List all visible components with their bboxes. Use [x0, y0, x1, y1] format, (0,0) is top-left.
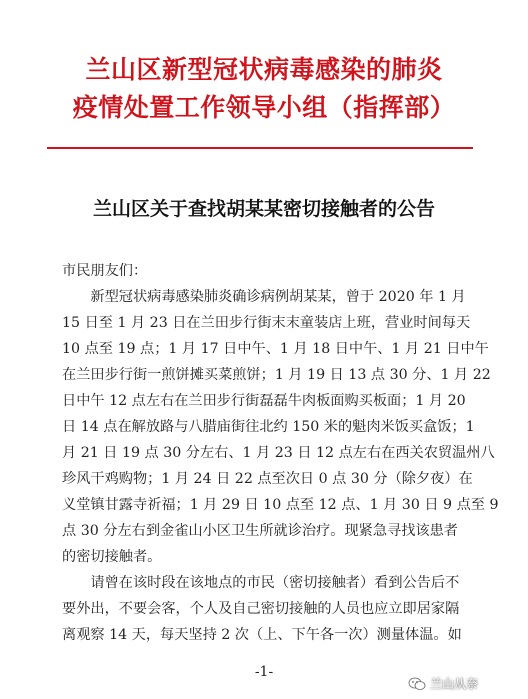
- body-line: 新型冠状病毒感染肺炎确诊病例胡某某，曾于 2020 年 1 月: [62, 289, 466, 305]
- body-line: 日 14 点在解放路与八腊庙街往北约 150 米的魁肉米饭买盒饭；1: [62, 419, 475, 435]
- watermark-text: 兰山从奈: [430, 677, 479, 691]
- body-line: 请曾在该时段在该地点的市民（密切接触者）看到公告后不: [62, 575, 460, 591]
- wechat-icon: [408, 677, 426, 691]
- watermark: [408, 675, 478, 692]
- notice-body: [62, 258, 499, 648]
- body-line: 要外出，不要会客，个人及自己密切接触的人员也应立即居家隔: [62, 601, 460, 617]
- agency-title-line1: 兰山区新型冠状病毒感染的肺炎: [85, 55, 443, 84]
- body-line: 月 21 日 19 点 30 分左右、1 月 23 日 12 点左右在西关农贸温州八: [62, 445, 495, 461]
- body-line: 离观察 14 天，每天坚持 2 次（上、下午各一次）测量体温。如: [62, 627, 462, 643]
- body-line: 10 点至 19 点；1 月 17 日中午、1 月 18 日中午、1 月 21 日中午: [62, 341, 489, 357]
- body-line: 义堂镇甘露寺祈福；1 月 29 日 10 点至 12 点、1 月 30 日 9 点至 9: [62, 497, 499, 513]
- red-divider: [47, 147, 473, 149]
- salutation: 市民朋友们：: [62, 263, 148, 279]
- body-line: 15 日至 1 月 23 日在兰田步行街末末童装店上班，营业时间每天: [62, 315, 471, 331]
- notice-title: 兰山区关于查找胡某某密切接触者的公告: [92, 198, 435, 220]
- body-line: 珍风干鸡购物；1 月 24 日 22 点至次日 0 点 30 分（除夕夜）在: [62, 471, 473, 487]
- agency-title-line2: 疫情处置工作领导小组（指挥部）: [72, 93, 456, 122]
- body-line: 点 30 分左右到金雀山小区卫生所就诊治疗。现紧急寻找该患者: [62, 523, 458, 539]
- body-line: 日中午 12 点左右在兰田步行街磊磊牛肉板面购买板面；1 月 20: [62, 393, 466, 409]
- body-line: 在兰田步行街一煎饼摊买菜煎饼；1 月 19 日 13 点 30 分、1 月 22: [62, 367, 491, 383]
- page-number: -1-: [254, 664, 274, 680]
- body-line: 的密切接触者。: [62, 549, 162, 565]
